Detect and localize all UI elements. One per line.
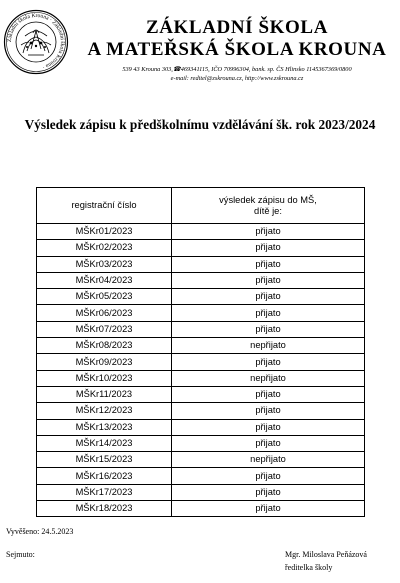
table-body [37, 224, 365, 517]
signer-role: ředitelka školy [285, 563, 333, 572]
table-row [37, 338, 365, 354]
result-cell: přijato [172, 256, 365, 272]
result-cell: přijato [172, 501, 365, 517]
table-row [37, 386, 365, 402]
table-row [37, 484, 365, 500]
table-row [37, 419, 365, 435]
enrollment-results-table [36, 187, 365, 517]
column-header-result-line-1: výsledek zápisu do MŠ, [219, 194, 317, 205]
published-date: Vyvěšeno: 24.5.2023 [6, 527, 74, 536]
table-row [37, 354, 365, 370]
registration-number-cell: MŠKr16/2023 [37, 468, 172, 484]
registration-number-cell: MŠKr01/2023 [37, 224, 172, 240]
result-cell: přijato [172, 468, 365, 484]
table-row [37, 403, 365, 419]
table-row [37, 224, 365, 240]
result-cell: přijato [172, 321, 365, 337]
registration-number-cell: MŠKr14/2023 [37, 435, 172, 451]
registration-number-cell: MŠKr09/2023 [37, 354, 172, 370]
table-row [37, 305, 365, 321]
column-header-result [172, 188, 365, 224]
registration-number-cell: MŠKr18/2023 [37, 501, 172, 517]
registration-number-cell: MŠKr03/2023 [37, 256, 172, 272]
table-row [37, 468, 365, 484]
registration-number-cell: MŠKr17/2023 [37, 484, 172, 500]
registration-number-cell: MŠKr11/2023 [37, 386, 172, 402]
result-cell: nepřijato [172, 452, 365, 468]
registration-number-cell: MŠKr04/2023 [37, 272, 172, 288]
taken-down-label: Sejmuto: [6, 550, 35, 559]
table-row [37, 289, 365, 305]
registration-number-cell: MŠKr12/2023 [37, 403, 172, 419]
table-row [37, 256, 365, 272]
table-row [37, 501, 365, 517]
result-cell: přijato [172, 289, 365, 305]
school-contact: e-mail: reditel@zskrouna.cz, http://www.zskrouna.cz [170, 75, 304, 82]
registration-number-cell: MŠKr08/2023 [37, 338, 172, 354]
result-cell: přijato [172, 224, 365, 240]
result-cell: přijato [172, 484, 365, 500]
registration-number-cell: MŠKr05/2023 [37, 289, 172, 305]
result-cell: nepřijato [172, 370, 365, 386]
document-heading: Výsledek zápisu k předškolnímu vzdělávání šk. rok 2023/2024 [24, 117, 376, 132]
school-seal-logo [3, 9, 69, 75]
registration-number-cell: MŠKr10/2023 [37, 370, 172, 386]
registration-number-cell: MŠKr07/2023 [37, 321, 172, 337]
table-row [37, 370, 365, 386]
column-header-result-line-2: dítě je: [254, 205, 282, 216]
result-cell: přijato [172, 435, 365, 451]
table-row [37, 321, 365, 337]
table-row [37, 435, 365, 451]
signer-name: Mgr. Miloslava Peňázová [285, 550, 367, 559]
table-row [37, 240, 365, 256]
result-cell: přijato [172, 305, 365, 321]
school-name-line-2: A MATEŘSKÁ ŠKOLA KROUNA [87, 39, 387, 60]
table-header-row [37, 188, 365, 224]
result-cell: přijato [172, 403, 365, 419]
registration-number-cell: MŠKr15/2023 [37, 452, 172, 468]
table-row [37, 452, 365, 468]
school-name-line-1: ZÁKLADNÍ ŠKOLA [145, 17, 329, 38]
school-address: 539 43 Krouna 303,☎469341115, IČO 70996304, bank. sp. ČS Hlinsko 1145367369/0800 [122, 66, 352, 73]
result-cell: přijato [172, 354, 365, 370]
registration-number-cell: MŠKr06/2023 [37, 305, 172, 321]
result-cell: přijato [172, 419, 365, 435]
result-cell: přijato [172, 240, 365, 256]
registration-number-cell: MŠKr02/2023 [37, 240, 172, 256]
table-row [37, 272, 365, 288]
result-cell: přijato [172, 386, 365, 402]
svg-text:Základní škola Krouna · Základ: Základní škola Krouna · Základní škola Krouna · [6, 12, 66, 71]
result-cell: přijato [172, 272, 365, 288]
column-header-registration-number: registrační číslo [37, 188, 172, 224]
result-cell: nepřijato [172, 338, 365, 354]
registration-number-cell: MŠKr13/2023 [37, 419, 172, 435]
